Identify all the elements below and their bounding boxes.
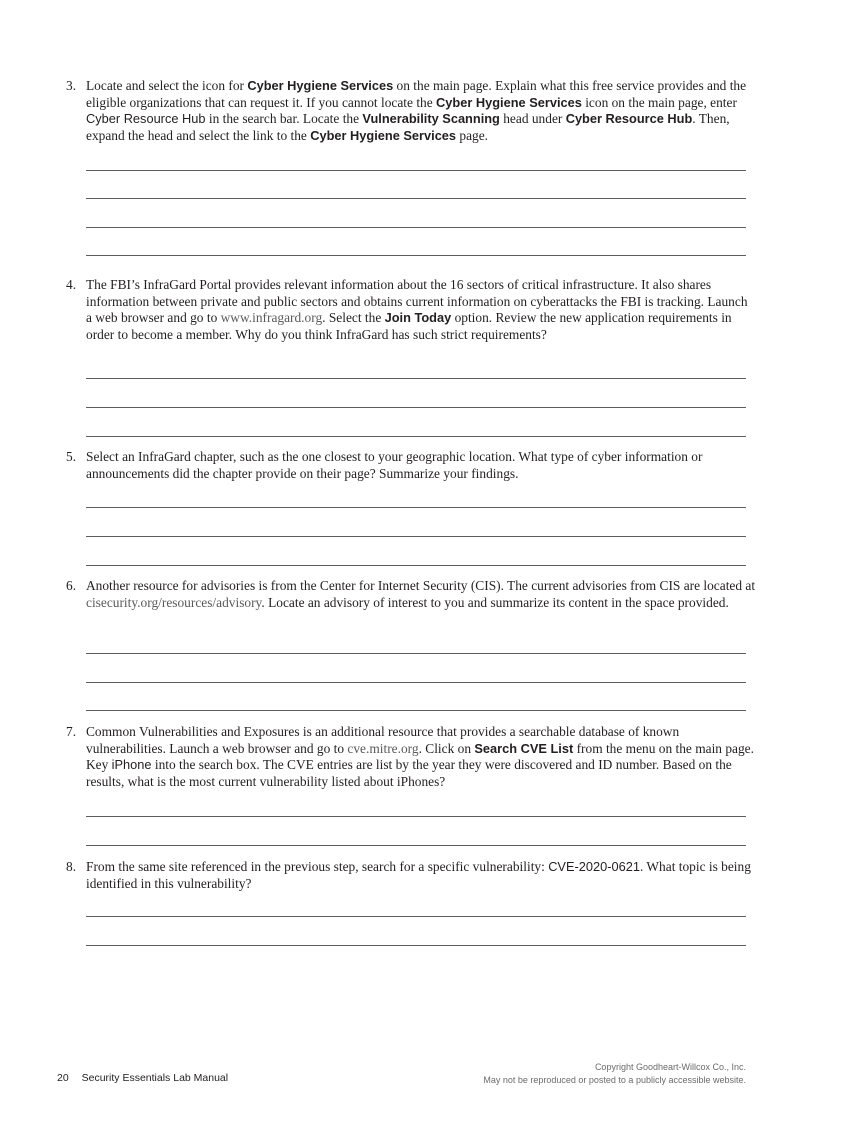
text-segment: in the search bar. Locate the: [205, 111, 363, 127]
emphasis-term: Vulnerability Scanning: [362, 111, 500, 127]
answer-line[interactable]: [86, 378, 746, 379]
answer-line[interactable]: [86, 916, 746, 917]
emphasis-term: Cyber Hygiene Services: [436, 94, 582, 110]
answer-line[interactable]: [86, 653, 746, 654]
question-number: 8.: [66, 859, 77, 874]
text-segment: . Then, expand the head and select the link to the: [86, 111, 730, 143]
question-text: [86, 578, 756, 611]
text-segment: Select an InfraGard chapter, such as the one closest to your geographic location. What type of cyber information or announcements did the chapter provide on their page? Summarize your findings.: [86, 449, 703, 481]
question-number: 3.: [66, 78, 77, 93]
emphasis-term: Join Today: [384, 310, 452, 326]
url-text: www.infragard.org: [220, 310, 323, 326]
page-footer-left: [57, 1072, 228, 1084]
answer-line[interactable]: [86, 507, 746, 508]
question-4: [66, 277, 756, 343]
answer-line[interactable]: [86, 407, 746, 408]
text-segment: icon on the main page, enter: [581, 94, 737, 110]
answer-line[interactable]: [86, 198, 746, 199]
question-number: 5.: [66, 449, 77, 464]
answer-line[interactable]: [86, 255, 746, 256]
text-segment: The FBI’s InfraGard Portal provides relevant information about the 16 sectors of critical infrastructure. It also shares information between private and public sectors and obtains current information on cyberattacks the FBI is tracking. Launch a web browser and go to: [86, 277, 748, 326]
text-segment: . What topic is being identified in this vulnerability?: [86, 859, 751, 891]
answer-line[interactable]: [86, 845, 746, 846]
question-text: [86, 78, 756, 144]
text-segment: . Select the: [322, 310, 385, 326]
text-segment: head under: [499, 111, 566, 127]
text-segment: into the search box. The CVE entries are list by the year they were discovered and ID number. Based on the results, what is the most current vulnerability listed about iPhones?: [86, 757, 732, 789]
question-5: [66, 449, 756, 482]
emphasis-term: Cyber Resource Hub: [565, 111, 693, 127]
question-text: [86, 449, 756, 482]
emphasis-term: Cyber Hygiene Services: [247, 78, 394, 93]
question-number: 4.: [66, 277, 77, 292]
copyright-notice: [483, 1061, 746, 1086]
question-text: [86, 859, 756, 892]
question-3: [66, 78, 756, 144]
answer-line[interactable]: [86, 682, 746, 683]
question-7: [66, 724, 756, 790]
answer-line[interactable]: [86, 565, 746, 566]
page-number: 20: [57, 1072, 69, 1084]
emphasis-term: Cyber Hygiene Services: [310, 127, 457, 143]
keyed-term: Cyber Resource Hub: [86, 111, 206, 127]
question-8: [66, 859, 756, 892]
keyed-term: CVE-2020-0621: [548, 859, 640, 874]
text-segment: From the same site referenced in the previous step, search for a specific vulnerability:: [86, 859, 549, 874]
copyright-line-1: Copyright Goodheart-Willcox Co., Inc.: [594, 1062, 746, 1072]
question-number: 7.: [66, 724, 77, 739]
text-segment: Another resource for advisories is from the Center for Internet Security (CIS). The current advisories from CIS are located at: [86, 578, 756, 593]
text-segment: . Locate an advisory of interest to you and summarize its content in the space provided.: [261, 594, 729, 610]
answer-line[interactable]: [86, 436, 746, 437]
url-text: cisecurity.org/resources/advisory: [86, 594, 262, 610]
text-segment: Locate and select the icon for: [86, 78, 248, 93]
question-text: [86, 724, 756, 790]
answer-line[interactable]: [86, 710, 746, 711]
url-text: cve.mitre.org: [347, 740, 419, 756]
copyright-line-2: May not be reproduced or posted to a publicly accessible website.: [483, 1074, 746, 1085]
text-segment: on the main page. Explain what this free service provides and the eligible organizations that can request it. If you cannot locate the: [86, 78, 747, 110]
emphasis-term: Search CVE List: [474, 740, 574, 756]
text-segment: page.: [456, 127, 489, 143]
question-6: [66, 578, 756, 611]
answer-line[interactable]: [86, 170, 746, 171]
answer-line[interactable]: [86, 227, 746, 228]
text-segment: option. Review the new application requirements in order to become a member. Why do you think InfraGard has such strict requirements?: [86, 310, 732, 342]
text-segment: Common Vulnerabilities and Exposures is an additional resource that provides a searchable database of known vulnerabilities. Launch a web browser and go to: [86, 724, 680, 756]
answer-line[interactable]: [86, 816, 746, 817]
book-title: Security Essentials Lab Manual: [81, 1072, 229, 1084]
keyed-term: iPhone: [111, 757, 152, 773]
question-number: 6.: [66, 578, 77, 593]
text-segment: from the menu on the main page. Key: [86, 740, 754, 773]
text-segment: . Click on: [418, 740, 475, 756]
question-text: [86, 277, 756, 343]
answer-line[interactable]: [86, 945, 746, 946]
answer-line[interactable]: [86, 536, 746, 537]
